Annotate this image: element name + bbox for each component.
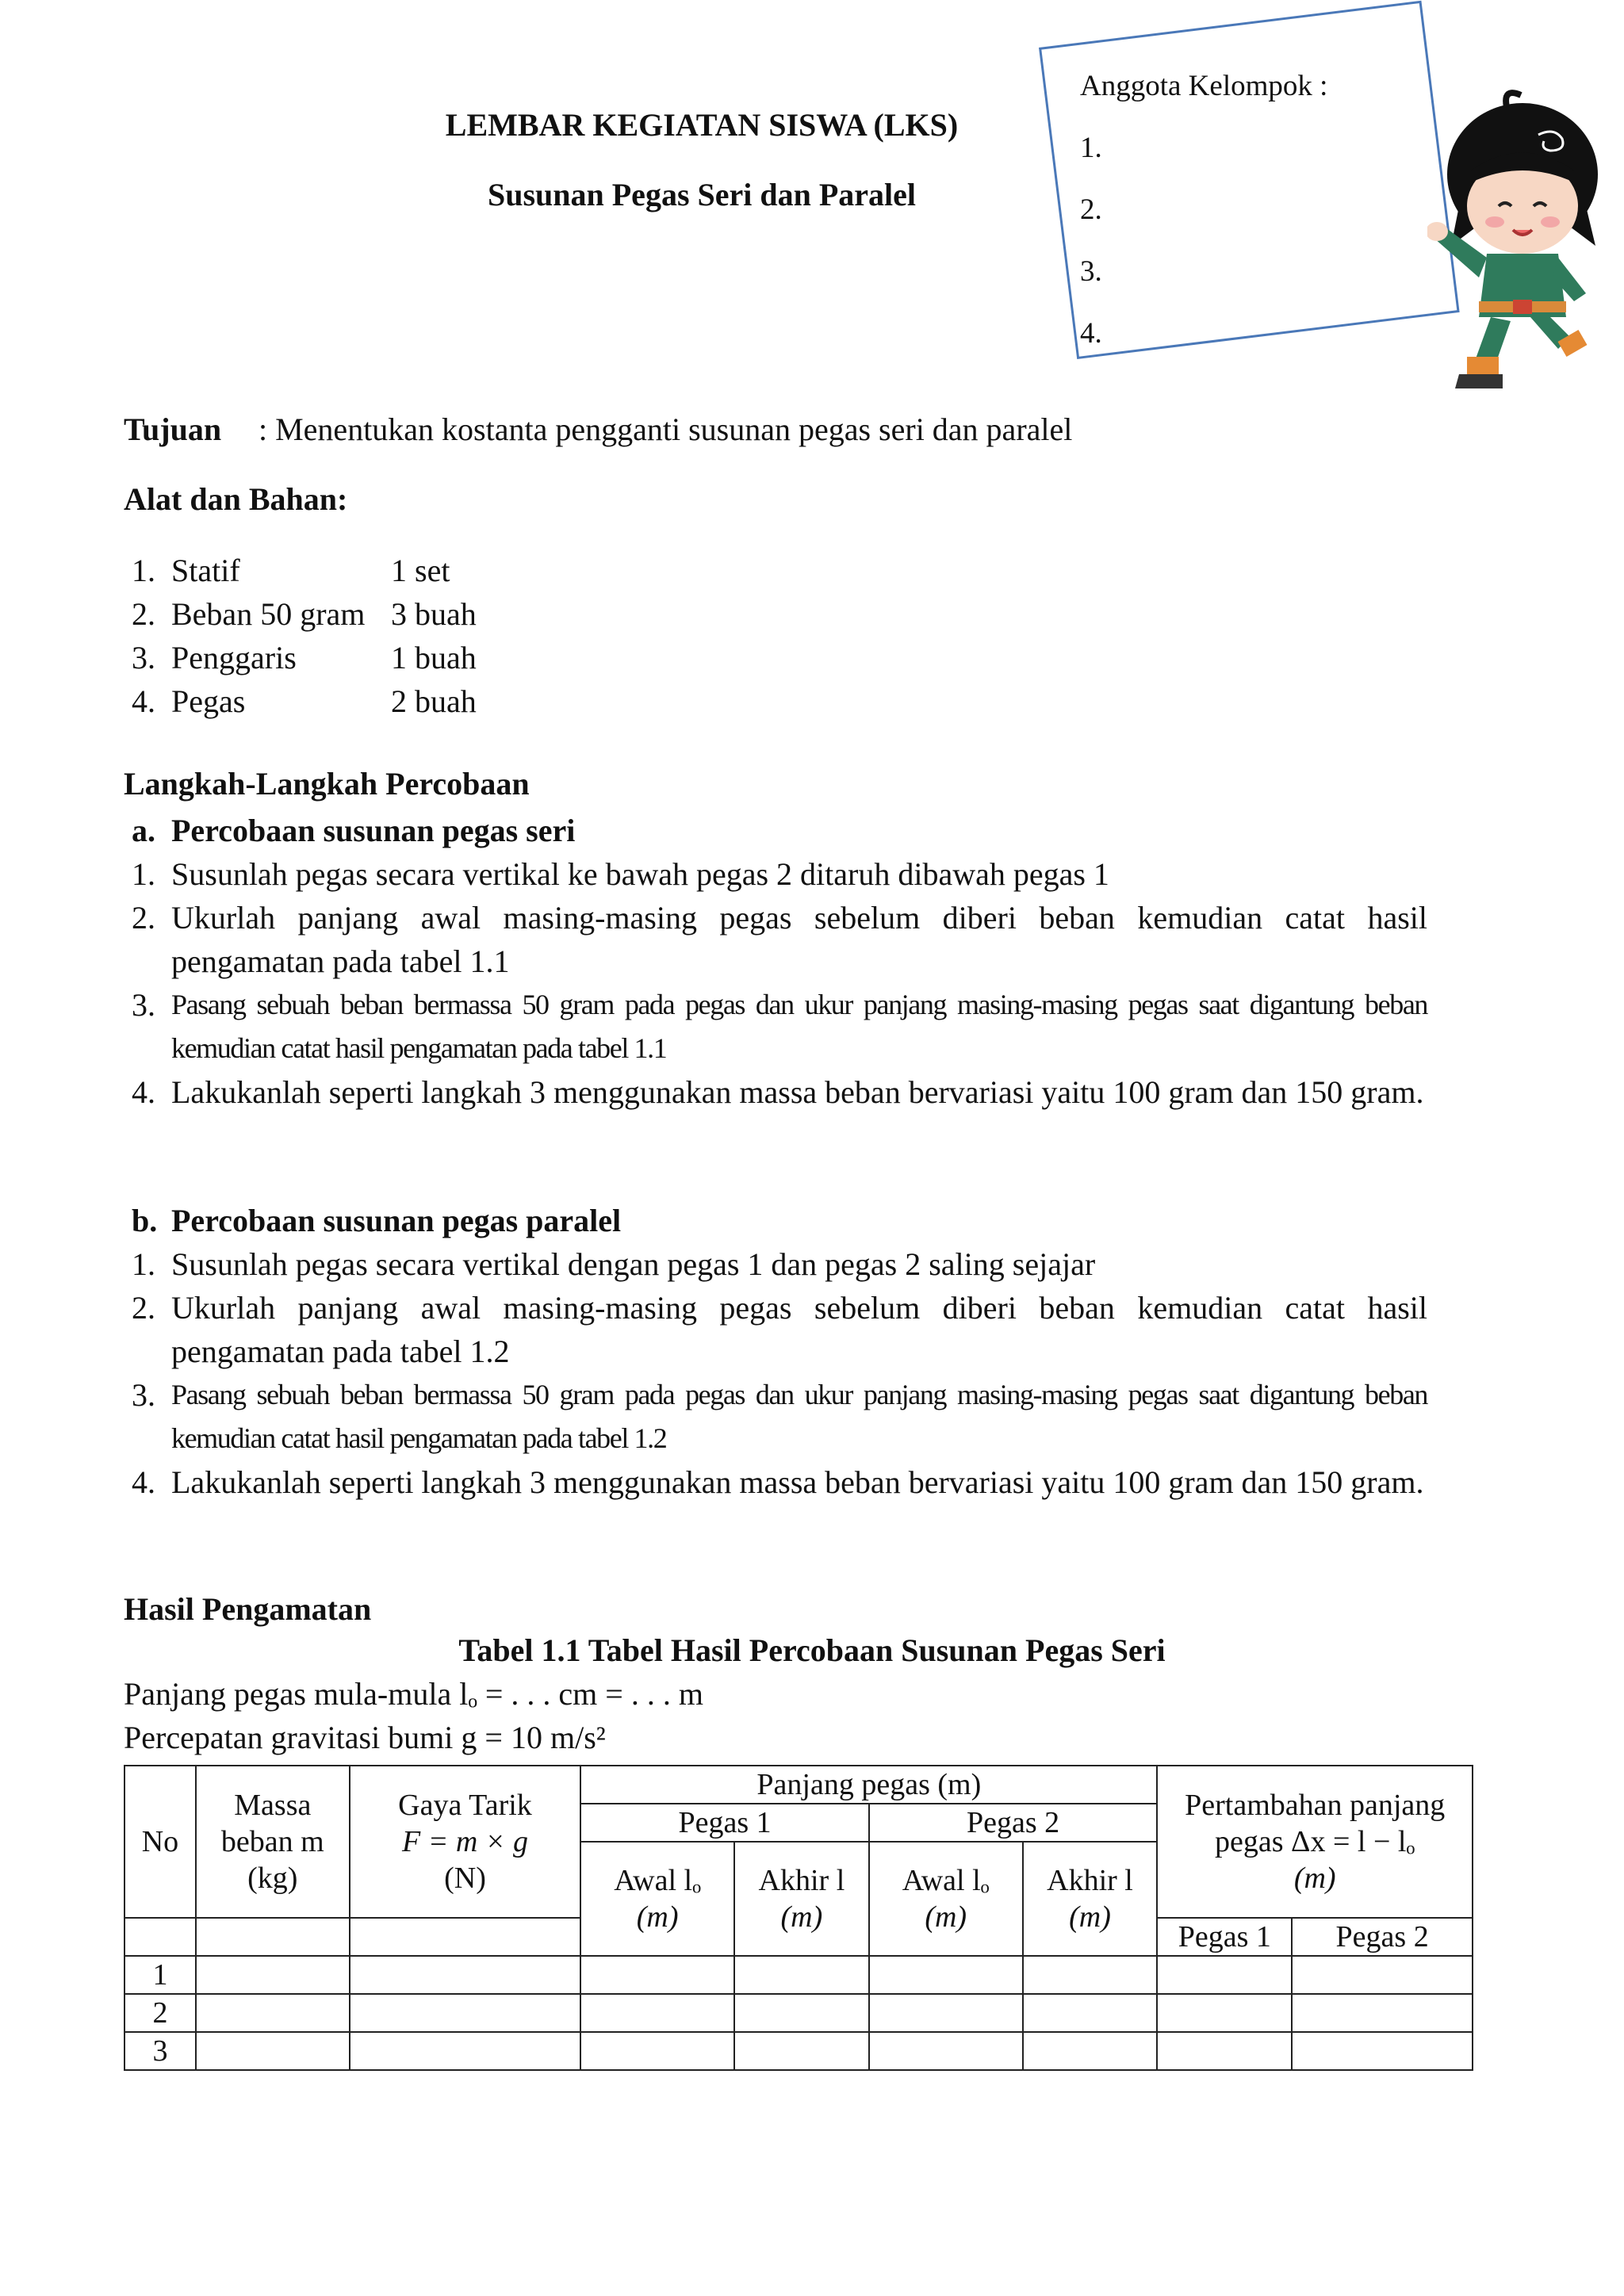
- header-akhir-label: Akhir l: [758, 1864, 845, 1897]
- table-cell[interactable]: [734, 2032, 869, 2070]
- table-cell[interactable]: [350, 1956, 581, 1994]
- panjang-awal-line: Panjang pegas mula-mula lₒ = . . . cm = . . . m: [124, 1676, 703, 1712]
- step-number: 2.: [132, 900, 155, 936]
- list-item: [132, 1070, 1427, 1114]
- table-cell[interactable]: [1157, 2032, 1292, 2070]
- step-number: 4.: [132, 1074, 155, 1110]
- header-massa-cont: [196, 1918, 350, 1956]
- step-number: 1.: [132, 1246, 155, 1282]
- list-item: [132, 592, 477, 636]
- item-number: 3.: [132, 640, 155, 675]
- header-unit: (m): [925, 1900, 967, 1934]
- step-number: 4.: [132, 1464, 155, 1500]
- header-akhir-2: [1023, 1842, 1158, 1956]
- chibi-ninja-character-icon: [1427, 87, 1618, 420]
- table-cell[interactable]: [1292, 1956, 1473, 1994]
- section-title: Percobaan susunan pegas seri: [171, 813, 576, 848]
- group-members: [1080, 55, 1327, 365]
- table-cell[interactable]: [869, 1994, 1023, 2032]
- table-cell[interactable]: [580, 1994, 734, 2032]
- alat-list: [132, 549, 477, 723]
- header-pegas2: Pegas 2: [869, 1804, 1158, 1842]
- step-text: Ukurlah panjang awal masing-masing pegas sebelum diberi beban kemudian catat hasil pengamatan pada tabel 1.1: [171, 900, 1427, 979]
- list-item: [132, 896, 1427, 983]
- table-cell[interactable]: [734, 1956, 869, 1994]
- header-awal-2: [869, 1842, 1023, 1956]
- table-cell[interactable]: [580, 2032, 734, 2070]
- header-akhir-1: [734, 1842, 869, 1956]
- header-akhir-label: Akhir l: [1047, 1864, 1133, 1897]
- header-gaya-cont: [350, 1918, 581, 1956]
- header-unit: (m): [1069, 1900, 1111, 1934]
- row-number: 3: [124, 2032, 196, 2070]
- step-number: 3.: [132, 987, 155, 1023]
- tujuan-label: Tujuan: [124, 411, 222, 447]
- steps-paralel: [132, 1199, 1427, 1504]
- item-qty: 3 buah: [391, 596, 477, 632]
- table-row: [124, 2032, 1473, 2070]
- section-paralel-title: [132, 1199, 1427, 1242]
- list-item: [132, 1242, 1427, 1286]
- item-name: Penggaris: [171, 640, 297, 675]
- section-title: Percobaan susunan pegas paralel: [171, 1203, 622, 1238]
- header-pertambahan-label: Pertambahan panjang pegas Δx = l − lₒ: [1185, 1789, 1446, 1858]
- table-cell[interactable]: [350, 1994, 581, 2032]
- item-name: Pegas: [171, 683, 246, 719]
- table-cell[interactable]: [196, 1994, 350, 2032]
- item-number: 4.: [132, 683, 155, 719]
- table-cell[interactable]: [1157, 1956, 1292, 1994]
- table-title: Tabel 1.1 Tabel Hasil Percobaan Susunan Pegas Seri: [458, 1632, 1166, 1668]
- header-pertambahan-unit: (m): [1293, 1862, 1336, 1895]
- table-cell[interactable]: [196, 2032, 350, 2070]
- list-item: [132, 549, 477, 592]
- header-unit: (m): [636, 1900, 679, 1934]
- list-item: [132, 679, 477, 723]
- header-no-cont: [124, 1918, 196, 1956]
- table-cell[interactable]: [1292, 1994, 1473, 2032]
- item-qty: 1 set: [391, 553, 450, 588]
- header-awal-label: Awal lₒ: [614, 1864, 702, 1897]
- table-cell[interactable]: [1292, 2032, 1473, 2070]
- header-unit: (m): [780, 1900, 823, 1934]
- list-item: [132, 1373, 1427, 1460]
- header-pertambahan-pegas2: Pegas 2: [1292, 1918, 1473, 1956]
- item-qty: 2 buah: [391, 683, 477, 719]
- row-number: 2: [124, 1994, 196, 2032]
- steps-seri: [132, 809, 1427, 1114]
- table-cell[interactable]: [350, 2032, 581, 2070]
- table-cell[interactable]: [1023, 1956, 1158, 1994]
- header-pegas1: Pegas 1: [580, 1804, 869, 1842]
- table-cell[interactable]: [196, 1956, 350, 1994]
- observation-table: [124, 1765, 1473, 2071]
- table-cell[interactable]: [869, 1956, 1023, 1994]
- item-name: Statif: [171, 553, 240, 588]
- page-title: LEMBAR KEGIATAN SISWA (LKS): [445, 107, 959, 143]
- header-awal-1: [580, 1842, 734, 1956]
- item-qty: 1 buah: [391, 640, 477, 675]
- section-letter: a.: [132, 813, 155, 848]
- step-text: Susunlah pegas secara vertikal ke bawah pegas 2 ditaruh dibawah pegas 1: [171, 856, 1109, 892]
- member-1: 1.: [1080, 132, 1102, 164]
- member-3: 3.: [1080, 255, 1102, 288]
- step-text: Lakukanlah seperti langkah 3 menggunakan massa beban bervariasi yaitu 100 gram dan 150 gram.: [171, 1074, 1424, 1110]
- header-no: No: [124, 1766, 196, 1918]
- table-cell[interactable]: [1157, 1994, 1292, 2032]
- list-item: [132, 1286, 1427, 1373]
- item-name: Beban 50 gram: [171, 596, 366, 632]
- table-row: [124, 1994, 1473, 2032]
- step-number: 1.: [132, 856, 155, 892]
- header-massa: Massa beban m (kg): [196, 1766, 350, 1918]
- member-4: 4.: [1080, 317, 1102, 350]
- header-panjang: Panjang pegas (m): [580, 1766, 1157, 1804]
- step-text: Lakukanlah seperti langkah 3 menggunakan massa beban bervariasi yaitu 100 gram dan 150 gram.: [171, 1464, 1424, 1500]
- step-text: Susunlah pegas secara vertikal dengan pegas 1 dan pegas 2 saling sejajar: [171, 1246, 1096, 1282]
- table-row: [124, 1956, 1473, 1994]
- step-number: 2.: [132, 1290, 155, 1326]
- list-item: [132, 852, 1427, 896]
- table-cell[interactable]: [734, 1994, 869, 2032]
- item-number: 2.: [132, 596, 155, 632]
- section-seri-title: [132, 809, 1427, 852]
- hasil-heading: Hasil Pengamatan: [124, 1591, 372, 1627]
- header-gaya-formula: F = m × g: [402, 1825, 528, 1858]
- step-text: Ukurlah panjang awal masing-masing pegas sebelum diberi beban kemudian catat hasil pengamatan pada tabel 1.2: [171, 1290, 1427, 1369]
- header-awal-label: Awal lₒ: [902, 1864, 990, 1897]
- section-letter: b.: [132, 1203, 158, 1238]
- row-number: 1: [124, 1956, 196, 1994]
- step-text: Pasang sebuah beban bermassa 50 gram pada pegas dan ukur panjang masing-masing pegas saat digantung beban kemudian catat hasil pengamatan pada tabel 1.2: [171, 1379, 1427, 1454]
- alat-heading: Alat dan Bahan:: [124, 481, 348, 517]
- member-2: 2.: [1080, 193, 1102, 226]
- header-gaya-unit: (N): [444, 1862, 486, 1895]
- header-pertambahan-pegas1: Pegas 1: [1157, 1918, 1292, 1956]
- page-subtitle: Susunan Pegas Seri dan Paralel: [487, 177, 917, 212]
- tujuan-section: [124, 411, 1072, 448]
- table-cell[interactable]: [869, 2032, 1023, 2070]
- header-gaya: [350, 1766, 581, 1918]
- step-text: Pasang sebuah beban bermassa 50 gram pada pegas dan ukur panjang masing-masing pegas saat digantung beban kemudian catat hasil pengamatan pada tabel 1.1: [171, 989, 1427, 1064]
- list-item: [132, 636, 477, 679]
- header-gaya-label: Gaya Tarik: [398, 1789, 532, 1822]
- table-cell[interactable]: [1023, 1994, 1158, 2032]
- table-cell[interactable]: [580, 1956, 734, 1994]
- list-item: [132, 1460, 1427, 1504]
- group-label: Anggota Kelompok :: [1080, 70, 1328, 102]
- step-number: 3.: [132, 1377, 155, 1413]
- item-number: 1.: [132, 553, 155, 588]
- tujuan-text: : Menentukan kostanta pengganti susunan pegas seri dan paralel: [259, 411, 1073, 447]
- header-pertambahan: [1157, 1766, 1473, 1918]
- list-item: [132, 983, 1427, 1070]
- langkah-heading: Langkah-Langkah Percobaan: [124, 766, 530, 802]
- table-cell[interactable]: [1023, 2032, 1158, 2070]
- gravitasi-line: Percepatan gravitasi bumi g = 10 m/s²: [124, 1720, 606, 1755]
